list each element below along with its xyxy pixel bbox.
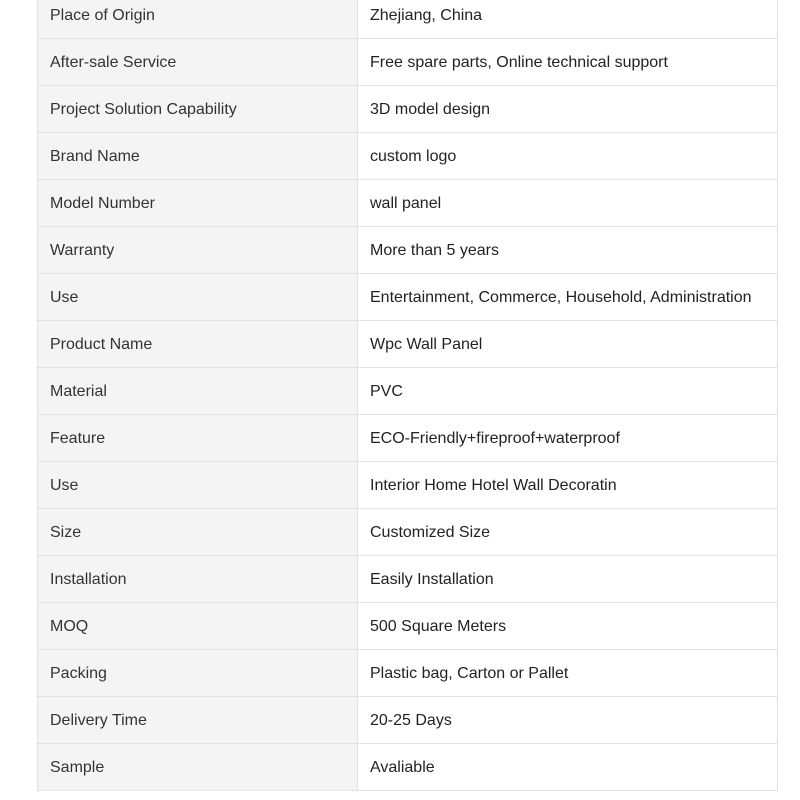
spec-value-cell: [358, 462, 778, 509]
spec-value-cell: [358, 509, 778, 556]
table-row: [38, 368, 778, 415]
spec-value: Easily Installation: [370, 571, 494, 588]
spec-label: MOQ: [50, 618, 89, 635]
spec-label-cell: [38, 415, 358, 462]
table-row: [38, 274, 778, 321]
spec-value: Interior Home Hotel Wall Decoratin: [370, 477, 617, 494]
table-row: [38, 0, 778, 39]
spec-value: custom logo: [370, 148, 457, 165]
spec-value: 20-25 Days: [370, 712, 452, 729]
table-row: [38, 39, 778, 86]
spec-value-cell: [358, 321, 778, 368]
spec-table-body: [38, 0, 778, 791]
spec-label-cell: [38, 509, 358, 556]
spec-label-cell: [38, 603, 358, 650]
table-row: [38, 462, 778, 509]
spec-label: Packing: [50, 665, 107, 682]
spec-value-cell: [358, 86, 778, 133]
spec-label: Use: [50, 477, 79, 494]
table-row: [38, 744, 778, 791]
spec-value-cell: [358, 0, 778, 39]
spec-value: Avaliable: [370, 759, 435, 776]
spec-label: Installation: [50, 571, 127, 588]
spec-label: Model Number: [50, 195, 155, 212]
spec-label-cell: [38, 86, 358, 133]
table-row: [38, 227, 778, 274]
spec-value-cell: [358, 39, 778, 86]
table-row: [38, 603, 778, 650]
table-row: [38, 86, 778, 133]
spec-label: Material: [50, 383, 107, 400]
spec-value-cell: [358, 697, 778, 744]
table-row: [38, 697, 778, 744]
spec-label: Project Solution Capability: [50, 101, 237, 118]
spec-label: Delivery Time: [50, 712, 147, 729]
spec-value-cell: [358, 227, 778, 274]
spec-value-cell: [358, 744, 778, 791]
table-row: [38, 556, 778, 603]
spec-value-cell: [358, 415, 778, 462]
spec-label: Product Name: [50, 336, 153, 353]
spec-label-cell: [38, 227, 358, 274]
spec-value: 500 Square Meters: [370, 618, 507, 635]
spec-value: Entertainment, Commerce, Household, Administration: [370, 289, 752, 306]
table-row: [38, 133, 778, 180]
product-spec-table: [37, 0, 778, 791]
spec-value-cell: [358, 133, 778, 180]
spec-label: Use: [50, 289, 79, 306]
spec-label-cell: [38, 650, 358, 697]
spec-value: 3D model design: [370, 101, 491, 118]
spec-label: Warranty: [50, 242, 115, 259]
table-row: [38, 650, 778, 697]
spec-value-cell: [358, 603, 778, 650]
spec-label-cell: [38, 133, 358, 180]
table-row: [38, 321, 778, 368]
spec-value: Wpc Wall Panel: [370, 336, 483, 353]
spec-label-cell: [38, 744, 358, 791]
spec-label: Brand Name: [50, 148, 140, 165]
spec-value-cell: [358, 368, 778, 415]
table-row: [38, 509, 778, 556]
table-row: [38, 180, 778, 227]
spec-value-cell: [358, 180, 778, 227]
spec-value: wall panel: [370, 195, 442, 212]
spec-value: Customized Size: [370, 524, 491, 541]
spec-value-cell: [358, 556, 778, 603]
spec-value: Free spare parts, Online technical support: [370, 54, 668, 71]
spec-label-cell: [38, 180, 358, 227]
spec-label-cell: [38, 556, 358, 603]
spec-label-cell: [38, 697, 358, 744]
spec-label-cell: [38, 274, 358, 321]
spec-label: Place of Origin: [50, 7, 155, 24]
spec-label: Feature: [50, 430, 106, 447]
spec-value: Zhejiang, China: [370, 7, 483, 24]
spec-value: Plastic bag, Carton or Pallet: [370, 665, 569, 682]
spec-label-cell: [38, 462, 358, 509]
spec-label-cell: [38, 321, 358, 368]
spec-label-cell: [38, 368, 358, 415]
spec-label-cell: [38, 0, 358, 39]
spec-value: More than 5 years: [370, 242, 499, 259]
spec-label-cell: [38, 39, 358, 86]
spec-label: Size: [50, 524, 82, 541]
spec-value-cell: [358, 650, 778, 697]
spec-value: ECO-Friendly+fireproof+waterproof: [370, 430, 620, 447]
spec-value: PVC: [370, 383, 403, 400]
spec-label: Sample: [50, 759, 105, 776]
table-row: [38, 415, 778, 462]
spec-label: After-sale Service: [50, 54, 177, 71]
spec-value-cell: [358, 274, 778, 321]
